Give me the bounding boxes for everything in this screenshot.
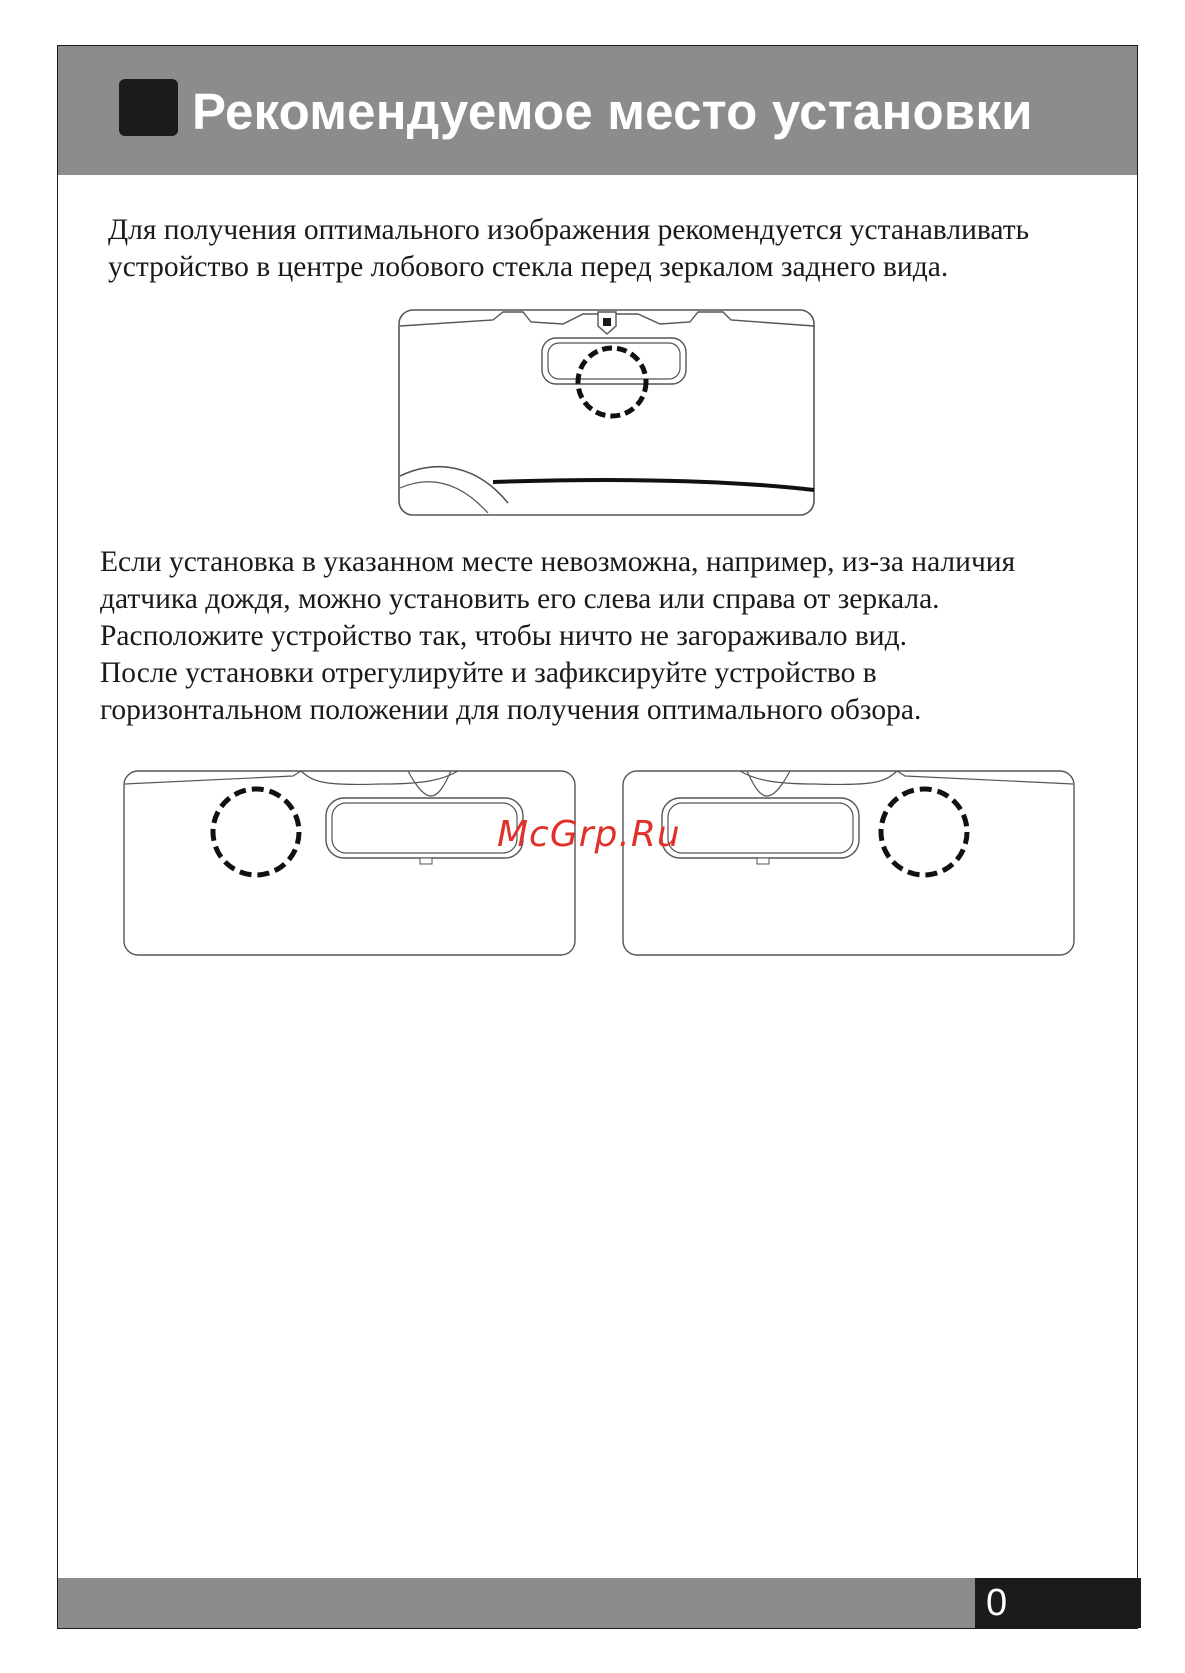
intro-paragraph [108,212,1029,286]
left-mount-illustration [123,770,576,957]
alternative-line-5: горизонтальном положении для получения оптимального обзора. [100,694,922,726]
intro-line-1: Для получения оптимального изображения рекомендуется устанавливать [108,214,1030,246]
page-title: Рекомендуемое место установки [192,83,1033,140]
alternative-line-3: Расположите устройство так, чтобы ничто не загораживало вид. [100,620,907,652]
page-number: 0 [986,1582,1008,1624]
alternative-paragraph [100,544,1015,729]
alternative-line-1: Если установка в указанном месте невозможна, например, из-за наличия [100,546,1016,578]
alternative-line-4: После установки отрегулируйте и зафиксируйте устройство в [100,657,877,689]
right-mount-illustration [622,770,1075,957]
intro-line-2: устройство в центре лобового стекла перед зеркалом заднего вида. [108,251,949,283]
alternative-line-2: датчика дождя, можно установить его слева или справа от зеркала. [100,583,940,615]
footer-band [58,1578,976,1628]
center-mount-illustration [398,308,816,518]
watermark: McGrp.Ru [497,814,681,855]
header-square-icon [119,79,178,136]
